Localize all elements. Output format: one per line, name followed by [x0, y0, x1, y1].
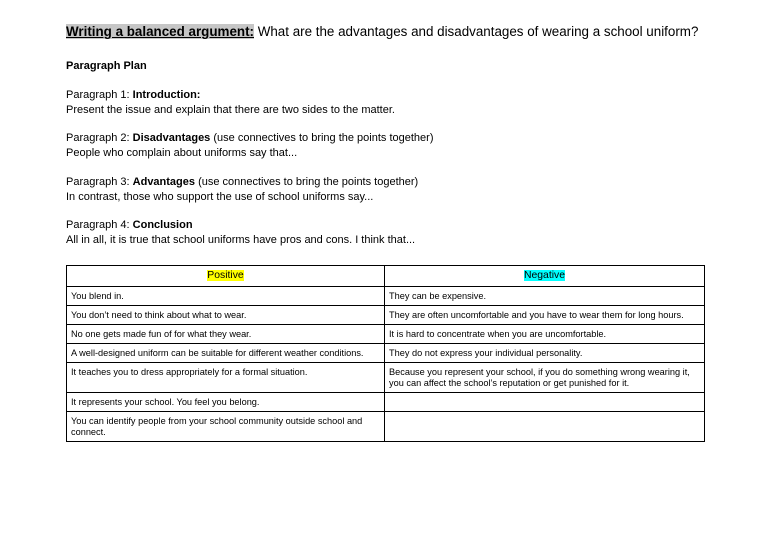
table-row [67, 363, 705, 393]
paragraph-4-body: All in all, it is true that school uniforms have pros and cons. I think that... [66, 234, 416, 246]
paragraph-4-title: Conclusion [132, 219, 193, 231]
paragraph-3-title: Advantages [132, 176, 196, 188]
table-row [67, 393, 705, 412]
negative-cell: It is hard to concentrate when you are uncomfortable. [385, 325, 705, 344]
paragraph-2-prefix: Paragraph 2: [66, 132, 133, 144]
negative-header-label: Negative [523, 270, 565, 281]
table-row [67, 344, 705, 363]
paragraph-4-prefix: Paragraph 4: [66, 219, 133, 231]
paragraph-1-prefix: Paragraph 1: [66, 89, 133, 101]
paragraph-3-note: (use connectives to bring the points together) [195, 176, 419, 188]
table-row [67, 325, 705, 344]
positive-cell: It teaches you to dress appropriately for a formal situation. [67, 363, 385, 393]
paragraph-2-heading [66, 131, 434, 146]
paragraph-1-plan [66, 88, 395, 118]
paragraph-3-prefix: Paragraph 3: [66, 176, 133, 188]
negative-cell: They can be expensive. [385, 287, 705, 306]
table-row [67, 412, 705, 442]
title-question: What are the advantages and disadvantages of wearing a school uniform? [254, 24, 699, 39]
positive-cell: You blend in. [67, 287, 385, 306]
document-title [66, 24, 698, 39]
paragraph-2-note: (use connectives to bring the points together) [210, 132, 434, 144]
table-row [67, 287, 705, 306]
paragraph-4-heading [66, 218, 415, 233]
negative-cell: Because you represent your school, if you do something wrong wearing it, you can affect the school’s reputation or get punished for it. [385, 363, 705, 393]
paragraph-plan-heading: Paragraph Plan [66, 60, 147, 72]
positive-cell: You don’t need to think about what to wear. [67, 306, 385, 325]
paragraph-1-body: Present the issue and explain that there are two sides to the matter. [66, 104, 395, 116]
negative-cell [385, 393, 705, 412]
positive-cell: No one gets made fun of for what they wear. [67, 325, 385, 344]
positive-cell: A well-designed uniform can be suitable for different weather conditions. [67, 344, 385, 363]
table-header-row [67, 266, 705, 287]
paragraph-2-body: People who complain about uniforms say that... [66, 147, 298, 159]
positive-negative-table [66, 265, 705, 442]
paragraph-1-heading [66, 88, 395, 103]
paragraph-2-plan [66, 131, 434, 161]
negative-column-header [385, 266, 705, 287]
positive-cell: It represents your school. You feel you belong. [67, 393, 385, 412]
paragraph-3-plan [66, 175, 418, 205]
paragraph-4-plan [66, 218, 415, 248]
negative-cell: They are often uncomfortable and you have to wear them for long hours. [385, 306, 705, 325]
paragraph-1-title: Introduction: [132, 89, 201, 101]
negative-cell [385, 412, 705, 442]
paragraph-3-heading [66, 175, 418, 190]
table-row [67, 306, 705, 325]
positive-cell: You can identify people from your school community outside school and connect. [67, 412, 385, 442]
positive-column-header [67, 266, 385, 287]
positive-header-label: Positive [207, 270, 244, 281]
title-highlight: Writing a balanced argument: [66, 24, 254, 39]
paragraph-3-body: In contrast, those who support the use of school uniforms say... [66, 191, 374, 203]
negative-cell: They do not express your individual personality. [385, 344, 705, 363]
paragraph-2-title: Disadvantages [132, 132, 211, 144]
